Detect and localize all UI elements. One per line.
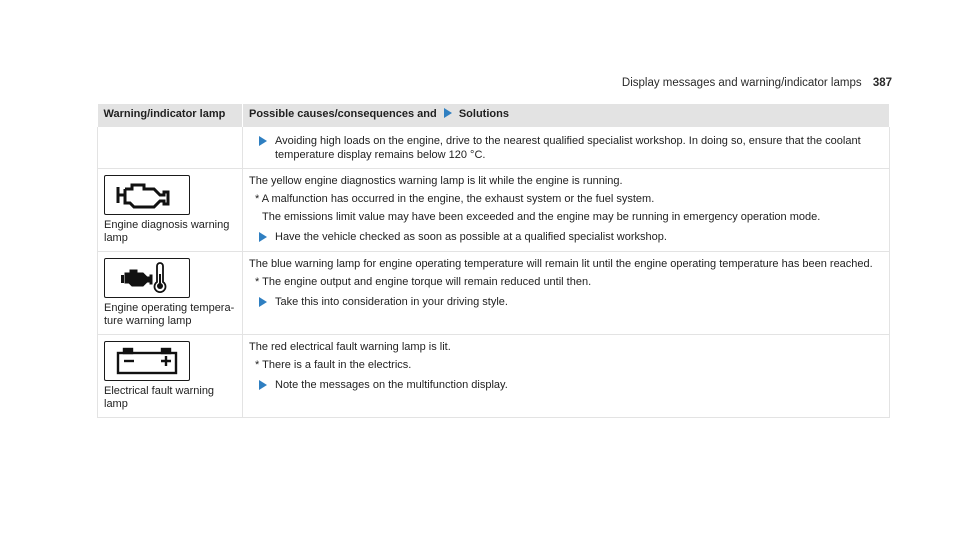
col-header-causes <box>243 104 890 127</box>
engine-diagnosis-icon <box>104 175 190 215</box>
cause-text: * A malfunction has occurred in the engine, the exhaust system or the fuel system. <box>255 193 655 205</box>
arrow-icon <box>259 232 267 242</box>
solution-text: Have the vehicle checked as soon as possible at a qualified specialist workshop. <box>275 231 667 243</box>
arrow-icon <box>444 108 452 118</box>
solution-text: Avoiding high loads on the engine, drive to the nearest qualified specialist workshop. In doing so, ensure that the coolant temperature display remains below 120 °C. <box>275 135 861 161</box>
cause-text: * There is a fault in the electrics. <box>255 359 412 371</box>
description-text: The red electrical fault warning lamp is lit. <box>249 341 451 353</box>
cause-text: * The engine output and engine torque will remain reduced until then. <box>255 276 592 288</box>
arrow-icon <box>259 136 267 146</box>
lamp-label: Engine diagnosis warning lamp <box>104 219 230 244</box>
lamp-cell <box>98 335 243 418</box>
description-text: The yellow engine diagnostics warning lamp is lit while the engine is running. <box>249 175 623 187</box>
engine-temperature-icon <box>104 258 190 298</box>
solution-step <box>249 378 883 392</box>
table-row <box>98 127 890 169</box>
causes-cell <box>243 169 890 252</box>
table-header-row <box>98 104 890 127</box>
lamp-cell <box>98 252 243 335</box>
lamp-label: Electrical fault warning lamp <box>104 385 215 410</box>
causes-cell <box>243 127 890 169</box>
col-header-lamp: Warning/indicator lamp <box>98 104 243 127</box>
arrow-icon <box>259 380 267 390</box>
battery-icon <box>104 341 190 381</box>
solution-text: Take this into consideration in your driving style. <box>275 296 508 308</box>
col-header-solutions-label: Solutions <box>458 108 509 120</box>
section-title: Display messages and warning/indicator lamps <box>621 77 862 89</box>
col-header-causes-label: Possible causes/consequences and <box>249 108 437 120</box>
table-row <box>98 335 890 418</box>
solution-step <box>249 295 883 309</box>
warning-lamp-table <box>97 104 890 418</box>
page-number: 387 <box>872 77 892 89</box>
table-row <box>98 252 890 335</box>
solution-step <box>249 134 883 162</box>
empty-lamp-cell <box>98 127 243 169</box>
lamp-label: Engine operating tempera- ture warning lamp <box>104 302 235 327</box>
causes-cell <box>243 252 890 335</box>
lamp-cell <box>98 169 243 252</box>
solution-step <box>249 230 883 244</box>
solution-text: Note the messages on the multifunction display. <box>275 379 508 391</box>
causes-cell <box>243 335 890 418</box>
page-header <box>622 77 892 89</box>
description-text: The blue warning lamp for engine operating temperature will remain lit until the engine operating temperature has been reached. <box>249 258 873 270</box>
table-row <box>98 169 890 252</box>
note-text: The emissions limit value may have been exceeded and the engine may be running in emergency operation mode. <box>262 211 821 223</box>
arrow-icon <box>259 297 267 307</box>
